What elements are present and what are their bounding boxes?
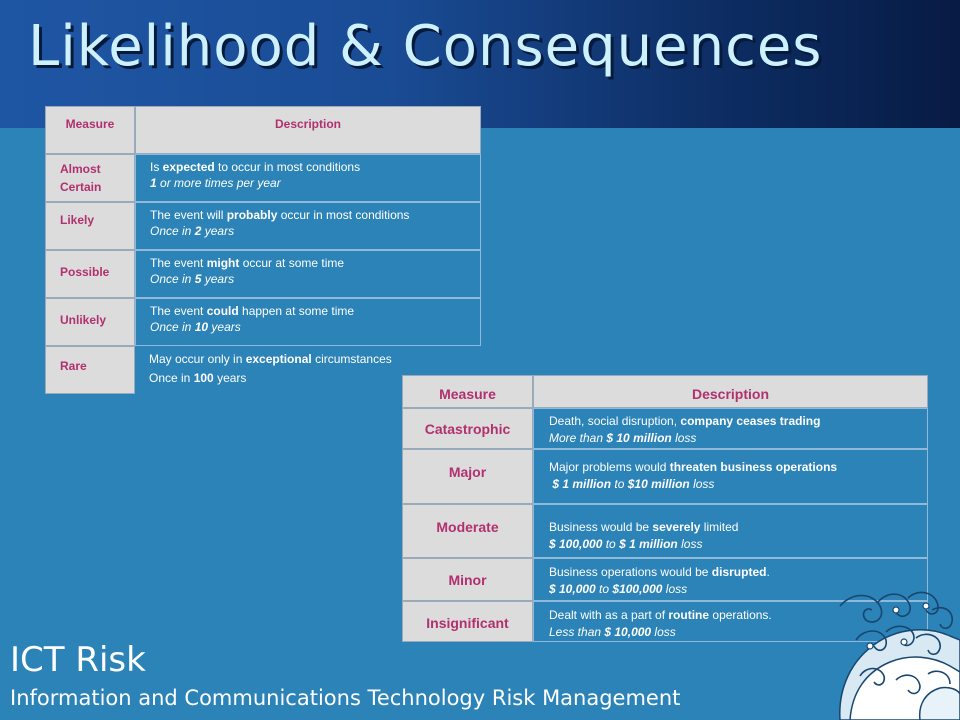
freq-count: 2 [194, 224, 202, 238]
consequence-row [402, 449, 928, 504]
likelihood-measure: Almost Certain [45, 154, 135, 202]
loss-amount: $ 1 million [619, 537, 678, 551]
consequence-row [402, 408, 928, 449]
loss-text: loss [677, 537, 703, 551]
loss-text: to [602, 537, 620, 551]
desc-emphasis: probably [226, 208, 278, 222]
desc-emphasis: disrupted [711, 565, 767, 579]
loss-text: loss [662, 582, 688, 596]
likelihood-description [135, 250, 481, 298]
footer-title: ICT Risk [10, 640, 146, 680]
desc-emphasis: exceptional [245, 352, 312, 366]
freq-text: years [201, 272, 235, 286]
loss-amount: $ 1 million [552, 477, 612, 491]
freq-text: years [201, 224, 235, 238]
desc-text: Is [150, 160, 163, 174]
loss-text: to [595, 582, 613, 596]
likelihood-row [45, 298, 481, 346]
consequence-description [533, 449, 928, 504]
freq-text: or more times per year [156, 176, 281, 190]
desc-text: May occur only in [149, 352, 246, 366]
freq-text: years [213, 371, 247, 385]
desc-text: Business would be [549, 520, 653, 534]
desc-text: The event will [150, 208, 227, 222]
loss-text: to [611, 477, 628, 491]
wave-decoration-icon [800, 580, 960, 720]
loss-text: Less than [549, 625, 605, 639]
consequence-measure: Minor [402, 558, 533, 601]
likelihood-row [45, 250, 481, 298]
freq-text: Once in [149, 371, 194, 385]
freq-text: Once in [150, 320, 195, 334]
consequence-measure: Catastrophic [402, 408, 533, 449]
likelihood-row [45, 154, 481, 202]
desc-text: Business operations would be [549, 565, 712, 579]
freq-text: years [208, 320, 241, 334]
desc-emphasis: severely [652, 520, 701, 534]
freq-text: Once in [150, 224, 195, 238]
desc-text: The event [150, 256, 207, 270]
freq-count: 1 [150, 176, 157, 190]
likelihood-header-measure: Measure [45, 106, 135, 154]
likelihood-measure: Likely [45, 202, 135, 250]
desc-emphasis: routine [668, 608, 710, 622]
desc-emphasis: company ceases trading [680, 414, 821, 428]
loss-amount: $ 100,000 [549, 537, 603, 551]
likelihood-header-description: Description [135, 106, 481, 154]
consequence-header-description: Description [533, 375, 928, 408]
desc-emphasis: might [206, 256, 240, 270]
desc-text: to occur in most conditions [214, 160, 361, 174]
freq-count: 5 [194, 272, 202, 286]
consequence-measure: Insignificant [402, 601, 533, 642]
loss-amount: $10 million [627, 477, 690, 491]
desc-text: limited [700, 520, 739, 534]
likelihood-measure: Rare [45, 346, 135, 394]
desc-text: Major problems would [549, 460, 670, 474]
likelihood-description [135, 154, 481, 202]
consequence-measure: Major [402, 449, 533, 504]
loss-amount: $ 10,000 [549, 582, 596, 596]
desc-text: Death, social disruption, [549, 414, 681, 428]
consequence-measure: Moderate [402, 504, 533, 558]
desc-emphasis: threaten business operations [669, 460, 838, 474]
desc-text: The event [150, 304, 207, 318]
loss-text: More than [549, 431, 607, 445]
desc-text: occur in most conditions [277, 208, 410, 222]
consequence-row [402, 504, 928, 558]
slide-title: Likelihood & Consequences [28, 14, 823, 79]
desc-text: happen at some time [238, 304, 355, 318]
loss-text: loss [671, 431, 697, 445]
desc-emphasis: could [206, 304, 239, 318]
desc-emphasis: expected [162, 160, 215, 174]
likelihood-description [135, 202, 481, 250]
desc-text: Dealt with as a part of [549, 608, 669, 622]
likelihood-row [45, 202, 481, 250]
freq-count: 10 [194, 320, 209, 334]
desc-text: occur at some time [239, 256, 345, 270]
loss-amount: $100,000 [612, 582, 663, 596]
desc-text: . [766, 565, 770, 579]
consequence-description [533, 504, 928, 558]
loss-amount: $ 10,000 [604, 625, 652, 639]
freq-text: Once in [150, 272, 195, 286]
likelihood-measure: Possible [45, 250, 135, 298]
consequence-description [533, 408, 928, 449]
likelihood-measure: Unlikely [45, 298, 135, 346]
desc-text: operations. [709, 608, 772, 622]
consequence-header-measure: Measure [402, 375, 533, 408]
desc-text: circumstances [311, 352, 392, 366]
likelihood-description [135, 298, 481, 346]
footer-subtitle: Information and Communications Technology Risk Management [10, 686, 681, 710]
loss-amount: $ 10 million [606, 431, 672, 445]
loss-text: loss [689, 477, 715, 491]
loss-text: loss [651, 625, 676, 639]
freq-count: 100 [193, 371, 214, 385]
